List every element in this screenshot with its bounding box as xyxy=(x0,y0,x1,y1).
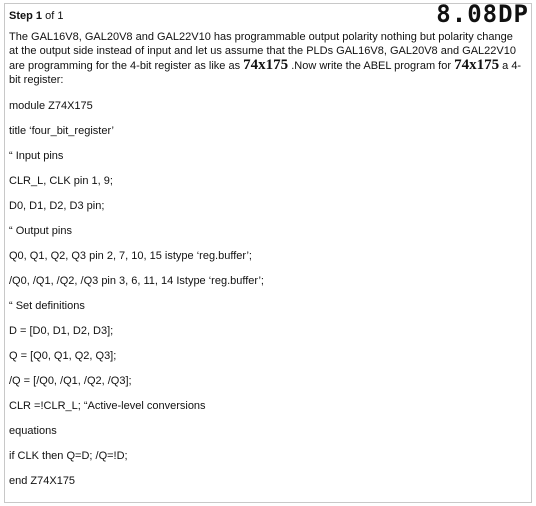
code-line: module Z74X175 xyxy=(9,100,93,112)
code-line: “ Input pins xyxy=(9,150,64,162)
step-indicator xyxy=(9,10,63,22)
step-label: Step xyxy=(9,10,33,22)
code-line: Q = [Q0, Q1, Q2, Q3]; xyxy=(9,350,117,362)
code-line: D0, D1, D2, D3 pin; xyxy=(9,200,105,212)
code-line: equations xyxy=(9,425,57,437)
code-line: D = [D0, D1, D2, D3]; xyxy=(9,325,114,337)
intro-text-before: The GAL16V8, GAL20V8 and GAL22V10 has programmable output polarity nothing but polarity change at the output side instead of input and let us assume that the PLDs GAL16V8, GAL20V8 and GAL22V10 are programming for the 4-bit register as like as xyxy=(9,31,516,72)
intro-text-middle: .Now write the ABEL program for xyxy=(291,60,452,72)
code-line: “ Output pins xyxy=(9,225,72,237)
code-line: end Z74X175 xyxy=(9,475,76,487)
problem-id: 8.08DP xyxy=(436,0,529,28)
code-line: /Q0, /Q1, /Q2, /Q3 pin 3, 6, 11, 14 Istype ‘reg.buffer’; xyxy=(9,275,264,287)
step-of: of 1 xyxy=(45,10,64,22)
code-line: “ Set definitions xyxy=(9,300,85,312)
intro-paragraph xyxy=(9,30,525,87)
part-name-2: 74x175 xyxy=(454,57,500,73)
code-line: Q0, Q1, Q2, Q3 pin 2, 7, 10, 15 istype ‘reg.buffer’; xyxy=(9,250,252,262)
code-line: CLR =!CLR_L; “Active-level conversions xyxy=(9,400,206,412)
code-line: if CLK then Q=D; /Q=!D; xyxy=(9,450,128,462)
code-line: CLR_L, CLK pin 1, 9; xyxy=(9,175,113,187)
code-line: /Q = [/Q0, /Q1, /Q2, /Q3]; xyxy=(9,375,132,387)
code-line: title ‘four_bit_register’ xyxy=(9,125,114,137)
part-name-1: 74x175 xyxy=(243,57,289,73)
intro-text-after: a 4-bit register: xyxy=(9,60,522,86)
step-number: 1 xyxy=(35,10,43,22)
